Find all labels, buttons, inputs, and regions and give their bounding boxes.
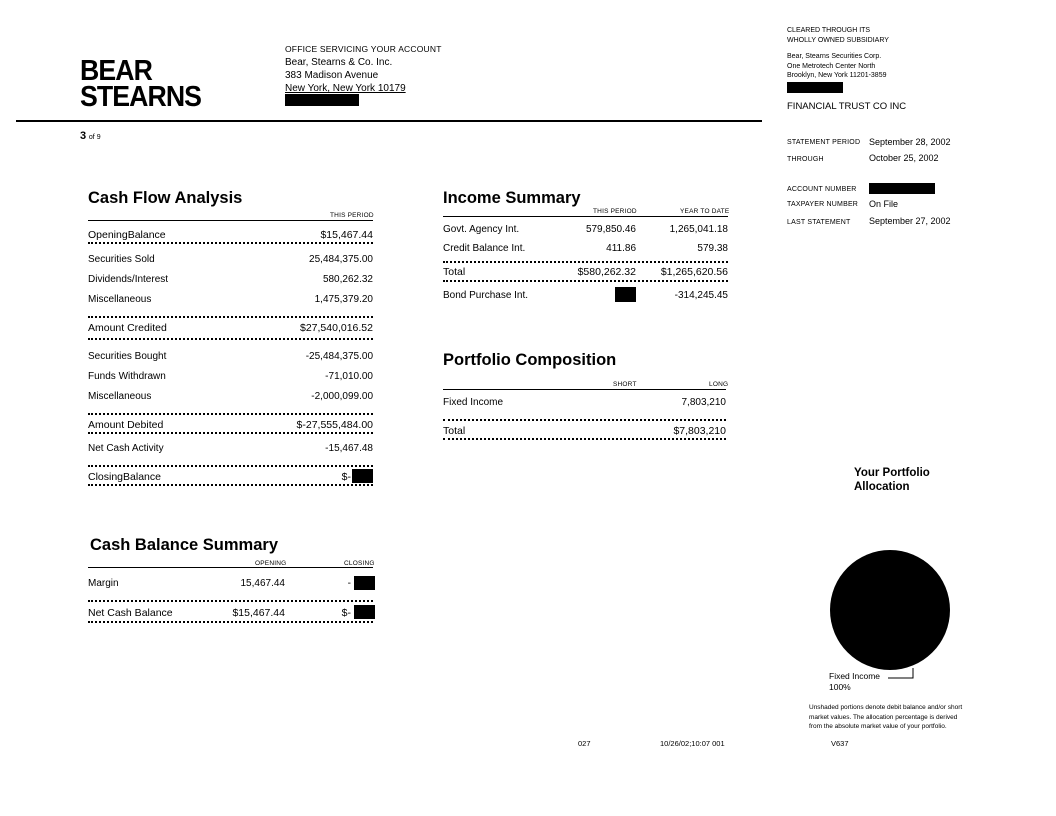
income-total-row: Total $580,262.32 $1,265,620.56	[443, 266, 728, 278]
dotted-rule	[443, 438, 726, 440]
fixed-income-row: Fixed Income 7,803,210	[443, 397, 726, 408]
dotted-rule	[88, 484, 373, 486]
dotted-rule	[88, 413, 373, 415]
amount-credited-row: Amount Credited $27,540,016.52	[88, 322, 373, 334]
dotted-rule	[443, 419, 726, 421]
footer-code: 027	[578, 739, 591, 748]
dividends-row: Dividends/Interest 580,262.32	[88, 274, 373, 285]
portfolio-col-short: SHORT	[613, 381, 637, 388]
office-name: Bear, Stearns & Co. Inc.	[285, 57, 393, 68]
pie-label-name: Fixed Income	[829, 671, 881, 681]
portfolio-total-row: Total $7,803,210	[443, 425, 726, 437]
taxpayer-value: On File	[869, 199, 899, 209]
redacted-clearing	[787, 82, 843, 93]
income-summary-title: Income Summary	[443, 189, 581, 207]
closing-balance-row: ClosingBalance $-	[88, 471, 351, 483]
office-city: New York, New York 10179	[285, 83, 406, 94]
portfolio-title: Portfolio Composition	[443, 351, 617, 369]
account-number-label: ACCOUNT NUMBER	[787, 186, 857, 193]
govt-agency-row: Govt. Agency Int. 579,850.46 1,265,041.18	[443, 224, 728, 235]
amount-debited-row: Amount Debited $-27,555,484.00	[88, 419, 373, 431]
income-col-this-period: THIS PERIOD	[593, 208, 637, 215]
income-col-ytd: YEAR TO DATE	[680, 208, 730, 215]
net-cash-activity-row: Net Cash Activity -15,467.48	[88, 443, 373, 454]
bond-purchase-row: Bond Purchase Int. -314,245.45	[443, 290, 728, 301]
pie-label	[829, 671, 880, 692]
through-label: THROUGH	[787, 156, 824, 163]
funds-withdrawn-row: Funds Withdrawn -71,010.00	[88, 371, 373, 382]
footer-ref: V637	[831, 739, 849, 748]
allocation-footnote: Unshaded portions denote debit balance and/or short market values. The allocation percentage is derived from the absolute market value of your portfolio.	[809, 704, 963, 730]
miscellaneous-debit-row: Miscellaneous -2,000,099.00	[88, 391, 373, 402]
redacted-bond-period	[615, 287, 636, 302]
cash-balance-col-closing: CLOSING	[344, 560, 375, 567]
statement-period-label: STATEMENT PERIOD	[787, 139, 861, 146]
through-value: October 25, 2002	[869, 153, 939, 163]
taxpayer-label: TAXPAYER NUMBER	[787, 201, 859, 208]
client-name: FINANCIAL TRUST CO INC	[787, 101, 907, 112]
redacted-margin-closing	[354, 576, 375, 590]
income-rule	[443, 216, 728, 217]
dotted-rule	[88, 621, 373, 623]
dotted-rule	[443, 280, 728, 282]
cash-balance-col-opening: OPENING	[255, 560, 287, 567]
pie-slice-fixed-income	[830, 550, 950, 670]
office-address	[285, 43, 442, 95]
cash-flow-col-header: THIS PERIOD	[330, 212, 374, 219]
margin-row: Margin 15,467.44 -	[88, 578, 351, 589]
credit-balance-row: Credit Balance Int. 411.86 579.38	[443, 243, 728, 254]
redacted-account-number	[869, 183, 935, 194]
miscellaneous-credit-row: Miscellaneous 1,475,379.20	[88, 294, 373, 305]
portfolio-col-long: LONG	[709, 381, 729, 388]
footer-timestamp: 10/26/02;10:07 001	[660, 739, 725, 748]
securities-bought-row: Securities Bought -25,484,375.00	[88, 351, 373, 362]
page-number: 3 of 9	[80, 130, 101, 142]
last-statement-value: September 27, 2002	[869, 216, 951, 226]
securities-sold-row: Securities Sold 25,484,375.00	[88, 254, 373, 265]
dotted-rule	[443, 261, 728, 263]
redacted-closing-balance	[352, 469, 373, 483]
pie-label-percent: 100%	[829, 681, 851, 692]
clearing-info: CLEARED THROUGH ITS WHOLLY OWNED SUBSIDIARY Bear, Stearns Securities Corp. One Metrotech Center North Brooklyn, New York 11201-3859	[787, 27, 889, 79]
cash-balance-title: Cash Balance Summary	[90, 536, 279, 554]
dotted-rule	[88, 600, 373, 602]
net-cash-balance-row: Net Cash Balance $15,467.44 $-	[88, 607, 351, 619]
statement-period-value: September 28, 2002	[869, 137, 951, 147]
office-header: OFFICE SERVICING YOUR ACCOUNT	[285, 44, 442, 54]
redacted-net-closing	[354, 605, 375, 619]
bear-stearns-logo: BEAR STEARNS	[80, 55, 202, 113]
header-rule	[16, 120, 762, 122]
allocation-pie-chart	[828, 548, 952, 680]
last-statement-label: LAST STATEMENT	[787, 219, 851, 226]
dotted-rule	[88, 316, 373, 318]
office-street: 383 Madison Avenue	[285, 70, 379, 81]
dotted-rule	[88, 338, 373, 340]
portfolio-rule	[443, 389, 726, 390]
dotted-rule	[88, 242, 373, 244]
redacted-phone	[285, 94, 359, 106]
cash-flow-rule	[88, 220, 373, 221]
opening-balance-row: OpeningBalance $15,467.44	[88, 229, 373, 241]
cash-balance-rule	[88, 567, 373, 568]
dotted-rule	[88, 465, 373, 467]
cash-flow-title: Cash Flow Analysis	[88, 189, 243, 207]
dotted-rule	[88, 432, 373, 434]
allocation-title: Your Portfolio Allocation	[854, 467, 930, 493]
